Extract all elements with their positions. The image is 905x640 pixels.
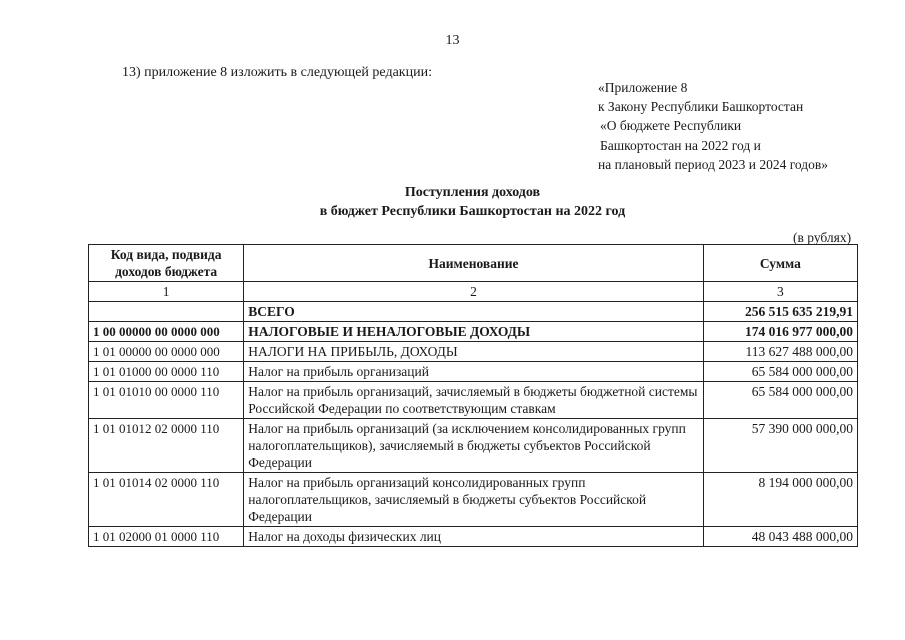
row-sum: 57 390 000 000,00	[703, 419, 857, 473]
table-row	[89, 473, 858, 527]
column-number: 1	[89, 282, 244, 302]
title-line-1: Поступления доходов	[404, 185, 541, 200]
appendix-line-4: Башкортостан на 2022 год и	[600, 137, 761, 153]
appendix-line-3: «О бюджете Республики	[600, 118, 742, 134]
row-name: Налог на прибыль организаций консолидированных групп налогоплательщиков, зачисляемый в бюджеты субъектов Российской Федерации	[244, 473, 704, 527]
table-row	[89, 362, 858, 382]
row-code: 1 01 01012 02 0000 110	[89, 419, 244, 473]
row-name: Налог на доходы физических лиц	[244, 527, 704, 547]
revenue-table	[88, 244, 858, 547]
table-row	[89, 322, 858, 342]
row-sum: 8 194 000 000,00	[703, 473, 857, 527]
table-row	[89, 382, 858, 419]
column-number-row	[89, 282, 858, 302]
header-sum: Сумма	[703, 245, 857, 282]
row-code: 1 01 02000 01 0000 110	[89, 527, 244, 547]
table-header-row	[89, 245, 858, 282]
row-name: ВСЕГО	[244, 302, 704, 322]
page-number: 13	[445, 33, 460, 48]
appendix-header	[598, 78, 828, 174]
table-row	[89, 419, 858, 473]
row-code: 1 01 01010 00 0000 110	[89, 382, 244, 419]
row-sum: 65 584 000 000,00	[703, 362, 857, 382]
column-number: 2	[244, 282, 704, 302]
appendix-line-2: к Закону Республики Башкортостан	[598, 99, 804, 115]
row-name: Налог на прибыль организаций	[244, 362, 704, 382]
appendix-line-1: «Приложение 8	[598, 80, 688, 95]
row-name: Налог на прибыль организаций, зачисляемый в бюджеты бюджетной системы Российской Федерации по соответствующим ставкам	[244, 382, 704, 419]
row-name: НАЛОГОВЫЕ И НЕНАЛОГОВЫЕ ДОХОДЫ	[244, 322, 704, 342]
row-code: 1 01 01000 00 0000 110	[89, 362, 244, 382]
appendix-line-5: на плановый период 2023 и 2024 годов»	[598, 156, 829, 172]
row-code: 1 00 00000 00 0000 000	[89, 322, 244, 342]
row-sum: 174 016 977 000,00	[703, 322, 857, 342]
title-line-2: в бюджет Республики Башкортостан на 2022 год	[319, 204, 626, 219]
header-code: Код вида, подвида доходов бюджета	[89, 245, 244, 282]
row-sum: 113 627 488 000,00	[703, 342, 857, 362]
units-note: (в рублях)	[793, 230, 852, 245]
document-title	[0, 183, 905, 221]
row-sum: 48 043 488 000,00	[703, 527, 857, 547]
header-name: Наименование	[244, 245, 704, 282]
table-row	[89, 527, 858, 547]
table-row	[89, 342, 858, 362]
table-row	[89, 302, 858, 322]
row-name: Налог на прибыль организаций (за исключением консолидированных групп налогоплательщиков), зачисляемый в бюджеты субъектов Российской Федерации	[244, 419, 704, 473]
intro-text: 13) приложение 8 изложить в следующей редакции:	[122, 65, 432, 80]
row-code: 1 01 01014 02 0000 110	[89, 473, 244, 527]
row-sum: 65 584 000 000,00	[703, 382, 857, 419]
row-code: 1 01 00000 00 0000 000	[89, 342, 244, 362]
row-code	[89, 302, 244, 322]
row-name: НАЛОГИ НА ПРИБЫЛЬ, ДОХОДЫ	[244, 342, 704, 362]
column-number: 3	[703, 282, 857, 302]
row-sum: 256 515 635 219,91	[703, 302, 857, 322]
